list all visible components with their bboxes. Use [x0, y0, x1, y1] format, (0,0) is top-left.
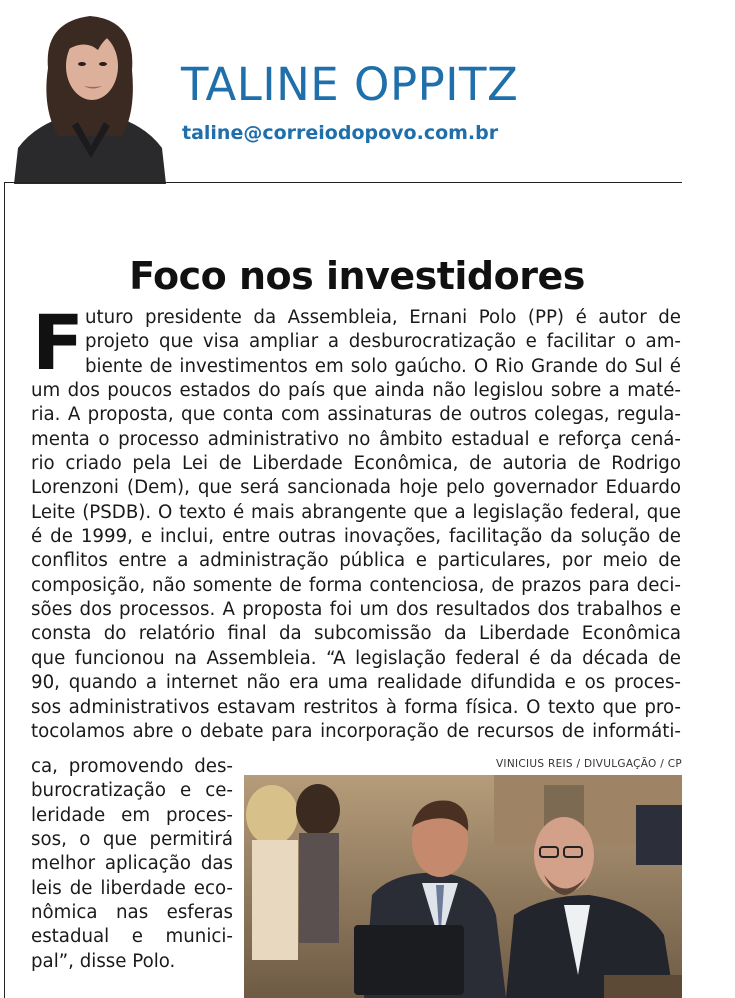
frame-top-rule [4, 182, 682, 183]
article-line: Lorenzoni (Dem), que será sancionada hoje pelo governador Eduardo [31, 477, 681, 499]
article-line: um dos poucos estados do país que ainda não legislou sobre a maté- [31, 380, 681, 402]
article-line: nômica nas esferas [31, 902, 233, 924]
article-line: ria. A proposta, que conta com assinaturas de outros colegas, regula- [31, 404, 681, 426]
article-line: projeto que visa ampliar a desburocratização e facilitar o am- [85, 331, 681, 353]
article-line: rio criado pela Lei de Liberdade Econômica, de autoria de Rodrigo [31, 453, 681, 475]
article-line: conflitos entre a administração pública e particulares, por meio de [31, 550, 681, 572]
author-email[interactable]: taline@correiodopovo.com.br [182, 122, 499, 144]
article-line: leridade em proces- [31, 804, 233, 826]
article-line: 90, quando a internet não era uma realidade difundida e os proces- [31, 672, 681, 694]
article-line: leis de liberdade eco- [31, 877, 233, 899]
article-line: ca, promovendo des- [31, 756, 233, 777]
article-line: biente de investimentos em solo gaúcho. O Rio Grande do Sul é [85, 355, 681, 377]
article-line: sões dos processos. A proposta foi um dos resultados dos trabalhos e [31, 599, 681, 621]
article-line: tocolamos abre o debate para incorporação de recursos de informáti- [31, 720, 681, 742]
article-line: que funcionou na Assembleia. “A legislação federal é da década de [31, 647, 681, 669]
columnist-portrait [14, 8, 166, 184]
author-name: TALINE OPPITZ [181, 58, 519, 111]
article-body-narrow [31, 755, 233, 974]
article-headline: Foco nos investidores [129, 254, 585, 299]
article-line: menta o processo administrativo no âmbito estadual e reforça cená- [31, 428, 681, 450]
article-line: pal”, disse Polo. [31, 950, 176, 972]
article-line: composição, não somente de forma contenciosa, de prazos para deci- [31, 574, 681, 596]
article-line: consta do relatório final da subcomissão da Liberdade Econômica [31, 623, 681, 645]
article-line: sos, o que permitirá [31, 829, 233, 851]
article-line: estadual e munici- [31, 926, 233, 948]
photo-credit: VINICIUS REIS / DIVULGAÇÃO / CP [495, 758, 682, 770]
frame-left-rule [4, 182, 5, 998]
article-body [31, 298, 681, 744]
article-line: Leite (PSDB). O texto é mais abrangente que a legislação federal, que [31, 501, 681, 523]
article-line: sos administrativos estavam restritos à forma física. O texto que pro- [31, 696, 681, 718]
article-line: uturo presidente da Assembleia, Ernani Polo (PP) é autor de [85, 307, 681, 328]
article-line: melhor aplicação das [31, 853, 233, 875]
drop-cap: F [32, 298, 84, 387]
article-line: burocratização e ce- [31, 780, 233, 802]
article-photo [244, 775, 682, 998]
article-line: é de 1999, e inclui, entre outras inovações, facilitação da solução de [31, 526, 681, 548]
